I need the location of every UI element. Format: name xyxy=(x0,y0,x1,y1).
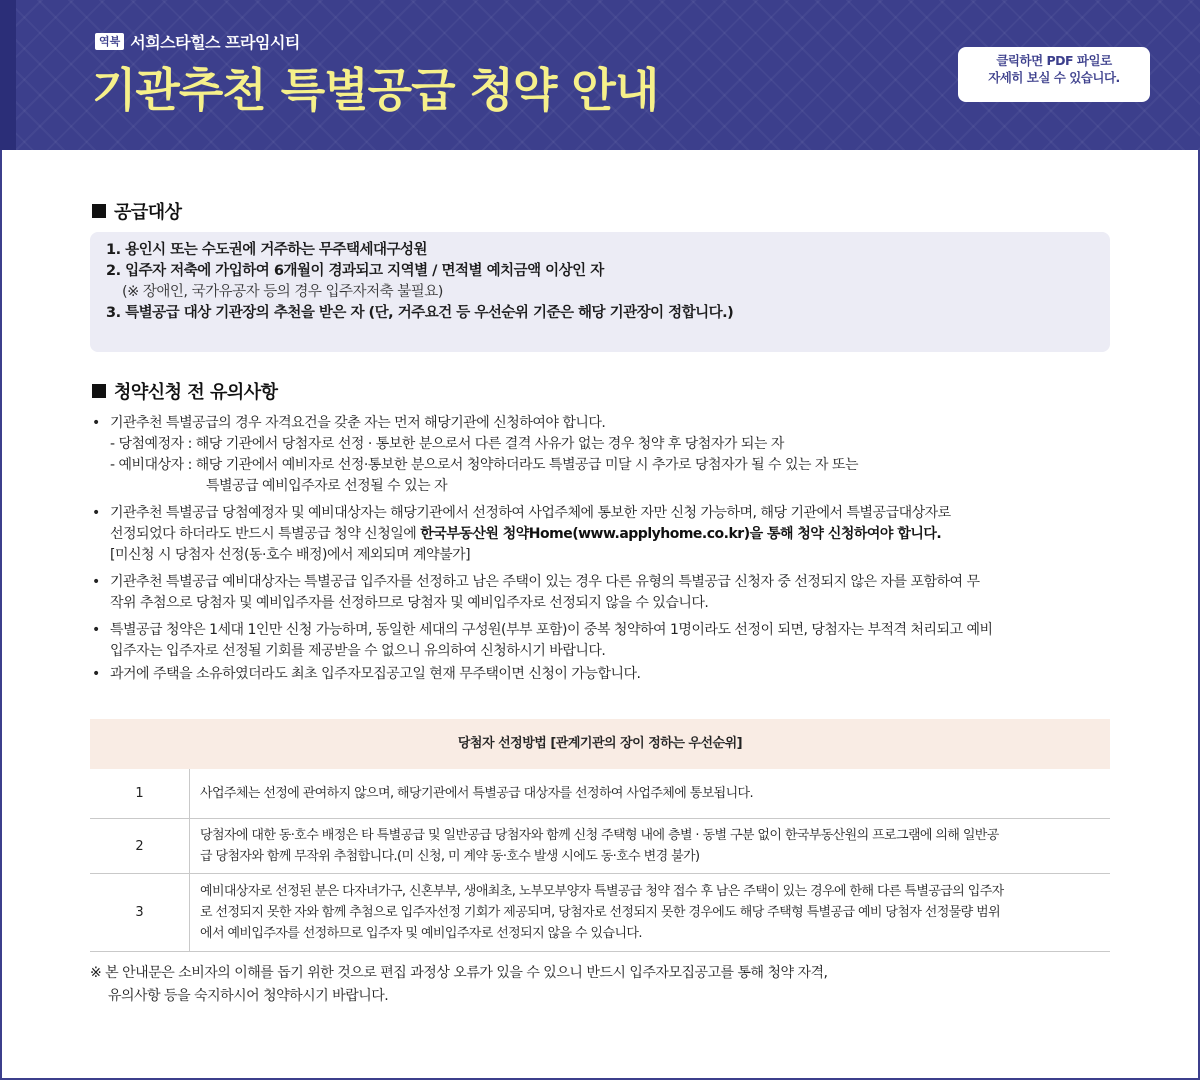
caution-text: • 기관추천 특별공급 당첨예정자 및 예비대상자는 해당기관에서 선정하여 사업주체에 통보한 자만 신청 가능하며, 해당 기관에서 특별공급대상자로 xyxy=(110,505,951,521)
row-text-line: 당첨자에 대한 동·호수 배정은 타 특별공급 및 일반공급 당첨자와 함께 신청 주택형 내에 층별 · 동별 구분 없이 한국부동산원의 프로그램에 의해 일반공 xyxy=(200,828,999,843)
caution-bullet-5 xyxy=(90,664,1110,685)
caution-subtext: 특별공급 예비입주자로 선정될 수 있는 자 xyxy=(206,478,448,494)
table-header: 당첨자 선정방법 [관계기관의 장이 정하는 우선순위] xyxy=(90,719,1110,769)
row-text-line: 로 선정되지 못한 자와 함께 추첨으로 입주자선정 기회가 제공되며, 당첨자로 선정되지 못한 경우에도 해당 주택형 특별공급 예비 당첨자 선정물량 범위 xyxy=(200,905,1001,920)
caution-text: 선정되었다 하더라도 반드시 특별공급 청약 신청일에 xyxy=(110,526,421,542)
brand-name: 서희스타힐스 프라임시티 xyxy=(130,33,300,52)
caution-subtext: - 예비대상자 : 해당 기관에서 예비자로 선정·통보한 분으로서 청약하더라도 특별공급 미달 시 추가로 당첨자가 될 수 있는 자 또는 xyxy=(110,457,859,473)
caution-text-line xyxy=(110,524,1110,545)
row-text xyxy=(190,819,1110,873)
caution-heading-text: 청약신청 전 유의사항 xyxy=(114,382,278,403)
square-bullet-icon xyxy=(92,384,106,398)
brand-badge: 역북 xyxy=(95,33,124,50)
page-title: 기관추천 특별공급 청약 안내 xyxy=(92,63,659,117)
row-number: 3 xyxy=(90,874,190,951)
table-row xyxy=(90,769,1110,819)
caution-bullet-4 xyxy=(90,620,1110,662)
pdf-download-button[interactable] xyxy=(958,47,1150,102)
footnote-line: 유의사항 등을 숙지하시어 청약하시기 바랍니다. xyxy=(108,988,389,1004)
caution-section-heading xyxy=(92,378,278,404)
caution-text: • 과거에 주택을 소유하였더라도 최초 입주자모집공고일 현재 무주택이면 신청이 가능합니다. xyxy=(110,666,641,682)
supply-item-2-note: (※ 장애인, 국가유공자 등의 경우 입주자저축 불필요) xyxy=(122,284,443,300)
header-stripe xyxy=(0,0,16,150)
row-text-line: 급 당첨자와 함께 무작위 추첨합니다.(미 신청, 미 계약 동·호수 발생 시에도 동·호수 변경 불가) xyxy=(200,849,700,864)
row-text xyxy=(190,874,1110,951)
supply-box xyxy=(90,232,1110,352)
supply-section-heading xyxy=(92,198,182,224)
caution-text: • 기관추천 특별공급 예비대상자는 특별공급 입주자를 선정하고 남은 주택이 있는 경우 다른 유형의 특별공급 신청자 중 선정되지 않은 자를 포함하여 무 xyxy=(110,574,980,590)
table-row xyxy=(90,874,1110,952)
row-number: 2 xyxy=(90,819,190,873)
supply-item-1: 1. 용인시 또는 수도권에 거주하는 무주택세대구성원 xyxy=(106,242,427,258)
row-text-line: 에서 예비입주자를 선정하므로 입주자 및 예비입주자로 선정되지 않을 수 있습니다. xyxy=(200,926,642,941)
caution-text: • 특별공급 청약은 1세대 1인만 신청 가능하며, 동일한 세대의 구성원(부부 포함)이 중복 청약하여 1명이라도 선정이 되면, 당첨자는 부적격 처리되고 예비 xyxy=(110,622,993,638)
header-banner xyxy=(0,0,1200,150)
square-bullet-icon xyxy=(92,204,106,218)
caution-list xyxy=(90,413,1110,687)
caution-text: 작위 추첨으로 당첨자 및 예비입주자를 선정하므로 당첨자 및 예비입주자로 선정되지 않을 수 있습니다. xyxy=(110,595,709,611)
footnote-line: ※ 본 안내문은 소비자의 이해를 돕기 위한 것으로 편집 과정상 오류가 있을 수 있으니 반드시 입주자모집공고를 통해 청약 자격, xyxy=(90,965,828,981)
caution-bullet-1 xyxy=(90,413,1110,497)
row-text-line: 사업주체는 선정에 관여하지 않으며, 해당기관에서 특별공급 대상자를 선정하여 사업주체에 통보됩니다. xyxy=(200,786,754,801)
caution-text: • 기관추천 특별공급의 경우 자격요건을 갖춘 자는 먼저 해당기관에 신청하여야 합니다. xyxy=(110,415,606,431)
pdf-button-line1: 클릭하면 PDF 파일로 xyxy=(996,53,1112,68)
supply-heading-text: 공급대상 xyxy=(114,202,182,223)
supply-item-2: 2. 입주자 저축에 가입하여 6개월이 경과되고 지역별 / 면적별 예치금액 이상인 자 xyxy=(106,263,604,279)
caution-text: 입주자는 입주자로 선정될 기회를 제공받을 수 없으니 유의하여 신청하시기 바랍니다. xyxy=(110,643,606,659)
supply-item-3: 3. 특별공급 대상 기관장의 추천을 받은 자 (단, 거주요건 등 우선순위 기준은 해당 기관장이 정합니다.) xyxy=(106,305,734,321)
caution-bullet-3 xyxy=(90,572,1110,614)
table-row xyxy=(90,819,1110,874)
caution-subtext: - 당첨예정자 : 해당 기관에서 당첨자로 선정 · 통보한 분으로서 다른 결격 사유가 없는 경우 청약 후 당첨자가 되는 자 xyxy=(110,436,784,452)
pdf-button-line2: 자세히 보실 수 있습니다. xyxy=(988,70,1120,85)
footnote xyxy=(90,962,827,1008)
applyhome-emphasis: 한국부동산원 청약Home(www.applyhome.co.kr)을 통해 청약 신청하여야 합니다. xyxy=(420,526,942,542)
row-text xyxy=(190,769,1110,818)
selection-table xyxy=(90,719,1110,952)
caution-text: [미신청 시 당첨자 선정(동·호수 배정)에서 제외되며 계약불가] xyxy=(110,547,471,563)
row-number: 1 xyxy=(90,769,190,818)
row-text-line: 예비대상자로 선정된 분은 다자녀가구, 신혼부부, 생애최초, 노부모부양자 특별공급 청약 접수 후 남은 주택이 있는 경우에 한해 다른 특별공급의 입주자 xyxy=(200,884,1004,899)
caution-bullet-2 xyxy=(90,503,1110,566)
brand xyxy=(95,30,300,53)
